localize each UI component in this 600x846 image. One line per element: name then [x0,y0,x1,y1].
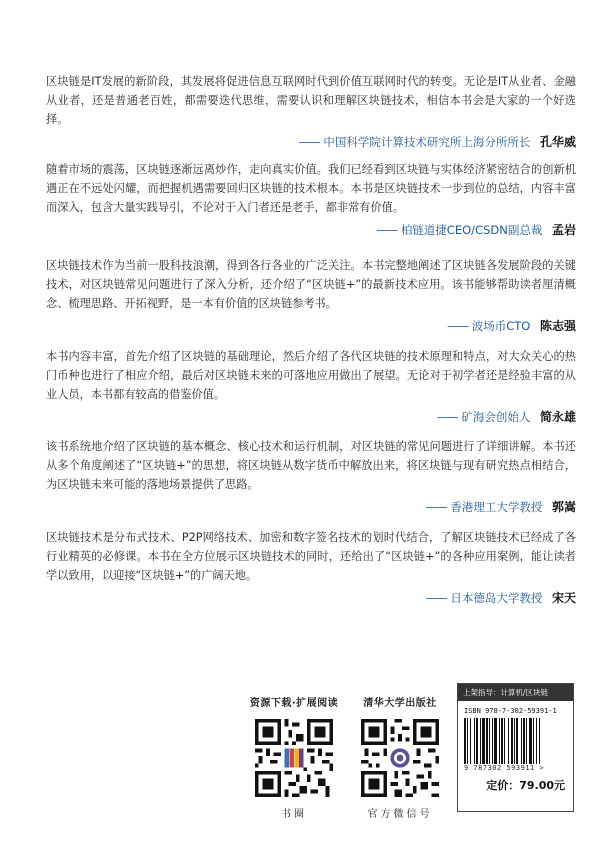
attribution-dash: —— [436,410,458,424]
attribution-title: 香港理工大学教授 [450,500,543,514]
attribution-dash: —— [298,135,320,149]
quote-text: 随着市场的震荡，区块链逐渐远离炒作，走向真实价值。我们已经看到区块链与实体经济紧密结合的创新机遇正在不远处闪耀，而把握机遇需要回归区块链的技术根本。本书是区块链技术一步到位的总结，内容丰富而深入，包含大量实践导引，不论对于入门者还是老手，都非常有价值。 [46,163,576,214]
attribution-title: 日本德岛大学教授 [450,591,543,605]
qr-code-publisher [352,694,448,820]
attribution-dash: —— [376,223,398,237]
isbn-number: ISBN 978-7-302-59391-1 [464,707,557,715]
quote-text: 区块链是IT发展的新阶段，其发展将促进信息互联网时代到价值互联网时代的转变。无论是IT从业者、金融从业者，还是普通老百姓，都需要迭代思维，需要认识和理解区块链技术，相信本书会是大家的一个好选择。 [46,75,576,126]
barcode-icon [464,718,566,764]
isbn-box [457,683,574,812]
quote-block [46,528,576,607]
attribution-dash: —— [447,319,469,333]
quote-block [46,256,576,335]
attribution-title: 波场币CTO [471,319,531,333]
barcode-digits: 9 787302 593911 > [464,764,545,772]
quote-attribution [46,498,576,516]
quote-text: 区块链技术是分布式技术、P2P网络技术、加密和数字签名技术的划时代结合，了解区块链技术已经成了各行业精英的必修课。本书在全方位展示区块链技术的同时，还给出了“区块链+”的各种应用案例，能让读者学以致用，以迎接“区块链+”的广阔天地。 [46,531,576,582]
qr-code-icon [361,719,439,797]
attribution-name: 郭嵩 [551,500,576,514]
price: 定价：79.00元 [486,779,565,792]
quote-text: 区块链技术作为当前一股科技浪潮，得到各行各业的广泛关注。本书完整地阐述了区块链各发展阶段的关键技术，对区块链常见问题进行了深入分析，还介绍了“区块链+”的最新技术应用。该书能够帮助读者厘清概念、梳理思路、开拓视野，是一本有价值的区块链参考书。 [46,259,576,310]
attribution-dash: —— [425,591,447,605]
quote-attribution [46,408,576,426]
attribution-name: 孟岩 [551,223,576,237]
attribution-name: 陈志强 [539,319,576,333]
qr-code-shuquan [246,694,342,820]
quote-attribution [46,589,576,607]
qr-caption: 官方微信号 [367,809,433,820]
quote-text: 本书内容丰富，首先介绍了区块链的基础理论，然后介绍了各代区块链的技术原理和特点，对大众关心的热门币种也进行了相应介绍，最后对区块链未来的可落地应用做出了展望。无论对于初学者还是经验丰富的从业人员，本书都有较高的借鉴价值。 [46,350,576,401]
attribution-name: 孔华威 [539,135,576,149]
attribution-title: 矿海会创始人 [461,410,531,424]
qr-heading: 资源下载·扩展阅读 [249,698,339,709]
quote-block [46,347,576,426]
shelf-category: 上架指导：计算机/区块链 [458,684,573,701]
qr-code-icon [255,719,333,797]
quote-text: 该书系统地介绍了区块链的基本概念、核心技术和运行机制，对区块链的常见问题进行了详细讲解。本书还从多个角度阐述了“区块链+”的思想，将区块链从数字货币中解放出来，将区块链与现有研究热点相结合，为区块链未来可能的落地场景提供了思路。 [46,440,576,491]
qr-caption: 书圈 [281,809,307,820]
attribution-name: 宋天 [551,591,576,605]
attribution-title: 柏链道捷CEO/CSDN副总裁 [400,223,543,237]
quote-attribution [46,317,576,335]
quote-attribution [46,221,576,239]
quote-block [46,72,576,151]
attribution-name: 简永雄 [539,410,576,424]
attribution-title: 中国科学院计算技术研究所上海分所所长 [323,135,531,149]
qr-heading: 清华大学出版社 [363,698,437,709]
quote-attribution [46,133,576,151]
quote-block [46,437,576,516]
attribution-dash: —— [425,500,447,514]
quote-block [46,160,576,239]
